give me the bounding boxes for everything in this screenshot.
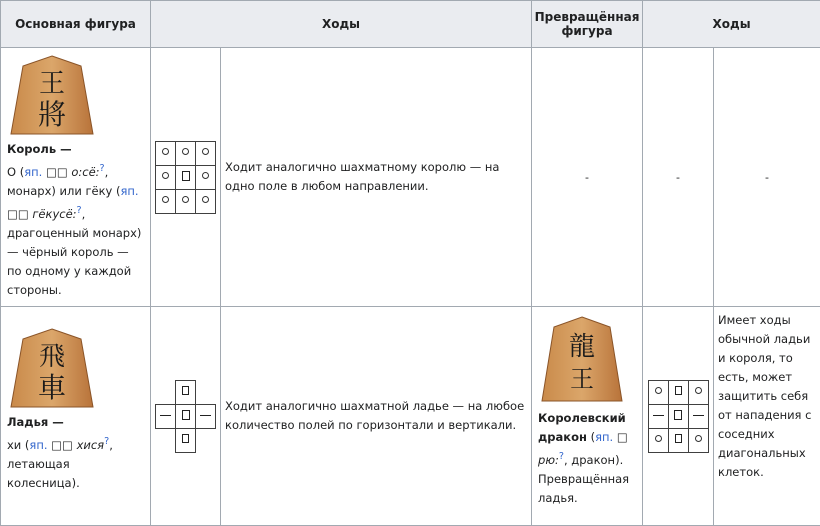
king-text-3: , драгоценный монарх) — чёрный король — по одному у каждой стороны. [7,207,141,297]
king-description: Ходит аналогично шахматному королю — на одно поле в любом направлении. [221,48,532,307]
rook-piece-cell [1,307,151,526]
dragon-help[interactable]: ? [559,451,564,462]
move-dot [176,380,196,404]
move-square [668,380,688,404]
king-text-2: , монарх) или гёку ( [7,165,121,198]
dragon-move-diagram [648,380,709,453]
dragon-piece-image[interactable] [538,315,626,405]
move-dot [156,165,176,189]
move-dot [648,380,668,404]
rook-text-1: хи ( [7,438,29,452]
dragon-romaji: рю: [538,453,559,467]
move-dot [176,141,196,165]
move-square [668,428,688,452]
rook-move-diagram [155,380,216,453]
rook-name: Ладья [7,415,48,429]
empty-cell [196,428,216,452]
move-line [156,404,176,428]
piece-square [668,404,688,428]
header-promoted-moves: Ходы [643,1,820,48]
king-piece-image[interactable] [7,54,97,138]
king-help-2[interactable]: ? [77,205,82,216]
empty-cell [156,428,176,452]
king-dash: — [56,142,72,156]
table-row-king [1,48,820,307]
king-move-diagram-cell [151,48,221,307]
move-dot [196,141,216,165]
rook-lang-link[interactable]: яп. [29,438,47,452]
king-lang-link-1[interactable]: яп. [24,165,42,179]
move-dot [156,189,176,213]
move-dot [688,428,708,452]
rook-help[interactable]: ? [104,436,109,447]
king-cjk-1: □□ [46,165,68,179]
rook-dash: — [48,415,64,429]
king-move-diagram [155,141,216,214]
king-help-1[interactable]: ? [100,163,105,174]
king-piece-cell [1,48,151,307]
dragon-name: Королевский дракон [538,411,626,444]
move-dot [176,189,196,213]
header-row [1,1,820,48]
rook-char-2: 車 [38,371,66,404]
rook-move-diagram-cell [151,307,221,526]
header-promoted-piece: Превращённая фигура [532,1,643,48]
dragon-description: Имеет ходы обычной ладьи и короля, то есть, может защитить себя от нападения с соседних диагональных клеток. [714,307,820,526]
dragon-char-2: 王 [570,365,594,393]
move-dot [156,141,176,165]
rook-cjk: □□ [51,438,73,452]
move-dot [688,380,708,404]
header-base-piece: Основная фигура [1,1,151,48]
move-line [196,404,216,428]
move-dot [176,428,196,452]
move-dot [648,428,668,452]
king-text-1: О ( [7,165,24,179]
move-line [688,404,708,428]
rook-text-2: , летающая колесница). [7,438,113,490]
dragon-cjk: □ [617,430,628,444]
king-char-2: 將 [38,98,66,131]
king-romaji-2: гёкусё: [32,207,76,221]
king-lang-link-2[interactable]: яп. [121,184,139,198]
move-dot [196,165,216,189]
rook-description: Ходит аналогично шахматной ладье — на любое количество полей по горизонтали и вертикали. [221,307,532,526]
king-cjk-2: □□ [7,207,29,221]
king-name: Король [7,142,56,156]
piece-square [176,404,196,428]
rook-piece-image[interactable] [7,327,97,411]
empty-cell [196,380,216,404]
rook-char-1: 飛 [39,342,65,372]
king-promoted-piece: - [532,48,643,307]
dragon-lang-link[interactable]: яп. [595,430,613,444]
dragon-char-1: 龍 [569,332,595,362]
rook-romaji: хися [77,438,105,452]
king-promoted-diagram: - [643,48,714,307]
empty-cell [156,380,176,404]
dragon-move-diagram-cell [643,307,714,526]
king-char-1: 王 [39,69,65,99]
header-moves: Ходы [151,1,532,48]
table-row-rook [1,307,820,526]
king-romaji-1: о:сё: [71,165,99,179]
move-dot [196,189,216,213]
king-promoted-description: - [714,48,820,307]
dragon-text-1: ( [587,430,595,444]
move-line [648,404,668,428]
rook-promoted-piece-cell [532,307,643,526]
piece-square [176,165,196,189]
dragon-text-2: , дракон). Превращённая ладья. [538,453,629,505]
